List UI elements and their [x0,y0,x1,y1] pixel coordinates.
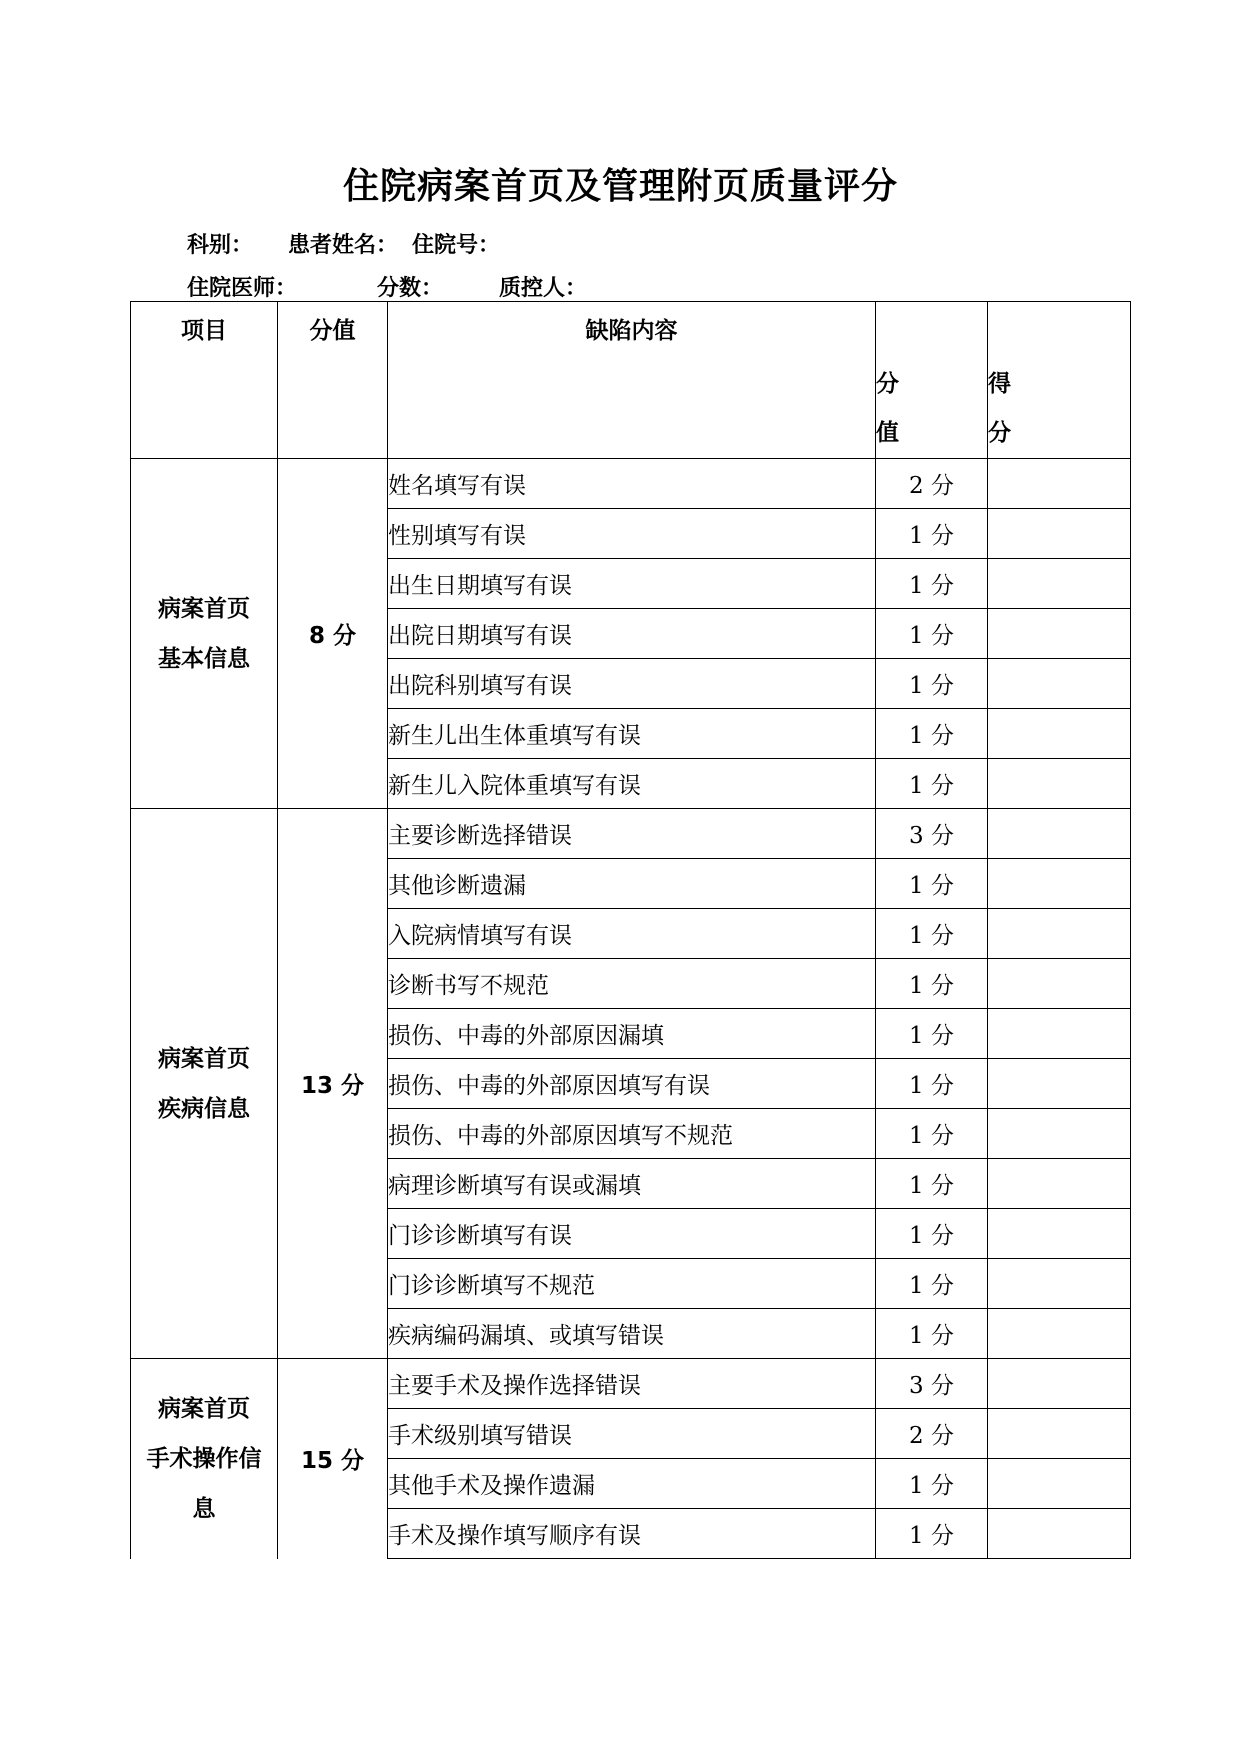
score-input-cell[interactable] [988,1459,1131,1509]
score-input-cell[interactable] [988,959,1131,1009]
section-value-cell: 15 分 [278,1359,388,1559]
defect-points: 1 分 [876,709,988,759]
table-row [131,809,1131,859]
category-line: 息 [192,1495,216,1522]
defect-description: 新生儿入院体重填写有误 [388,759,876,809]
defect-points: 2 分 [876,1409,988,1459]
qc-person-label: 质控人： [499,276,588,301]
defect-description: 手术级别填写错误 [388,1409,876,1459]
defect-points: 1 分 [876,559,988,609]
defect-points: 1 分 [876,859,988,909]
category-line: 基本信息 [158,645,250,672]
category-line: 病案首页 [158,1045,250,1072]
defect-description: 性别填写有误 [388,509,876,559]
defect-points: 1 分 [876,509,988,559]
doctor-label: 住院医师： [187,276,298,301]
defect-points: 3 分 [876,1359,988,1409]
category-line: 病案首页 [158,595,250,622]
defect-points: 3 分 [876,809,988,859]
score-input-cell[interactable] [988,609,1131,659]
defect-description: 主要诊断选择错误 [388,809,876,859]
defect-points: 1 分 [876,1509,988,1559]
score-input-cell[interactable] [988,659,1131,709]
score-input-cell[interactable] [988,559,1131,609]
defect-description: 门诊诊断填写有误 [388,1209,876,1259]
defect-points: 1 分 [876,909,988,959]
score-input-cell[interactable] [988,1109,1131,1159]
defect-description: 出生日期填写有误 [388,559,876,609]
defect-description: 门诊诊断填写不规范 [388,1259,876,1309]
score-input-cell[interactable] [988,1359,1131,1409]
score-input-cell[interactable] [988,1259,1131,1309]
patient-name-label: 患者姓名： [288,233,399,258]
score-input-cell[interactable] [988,1009,1131,1059]
score-input-cell[interactable] [988,459,1131,509]
department-label: 科别： [187,233,254,258]
header-item: 项目 [131,302,278,459]
score-input-cell[interactable] [988,1159,1131,1209]
defect-points: 2 分 [876,459,988,509]
defect-description: 损伤、中毒的外部原因填写不规范 [388,1109,876,1159]
header-score: 得 分 [988,302,1131,459]
defect-description: 出院日期填写有误 [388,609,876,659]
page-title: 住院病案首页及管理附页质量评分 [342,166,898,207]
score-input-cell[interactable] [988,1209,1131,1259]
defect-description: 姓名填写有误 [388,459,876,509]
defect-points: 1 分 [876,1209,988,1259]
section-value-cell: 8 分 [278,459,388,809]
score-input-cell[interactable] [988,509,1131,559]
category-cell [131,809,278,1359]
header-defect: 缺陷内容 [388,302,876,459]
score-input-cell[interactable] [988,759,1131,809]
defect-description: 其他手术及操作遗漏 [388,1459,876,1509]
defect-description: 疾病编码漏填、或填写错误 [388,1309,876,1359]
category-line: 病案首页 [158,1395,250,1422]
table-row [131,1359,1131,1409]
defect-points: 1 分 [876,1109,988,1159]
header-value: 分值 [278,302,388,459]
defect-description: 病理诊断填写有误或漏填 [388,1159,876,1209]
defect-points: 1 分 [876,1059,988,1109]
defect-description: 损伤、中毒的外部原因漏填 [388,1009,876,1059]
score-input-cell[interactable] [988,809,1131,859]
category-line: 疾病信息 [158,1095,250,1122]
table-body [131,459,1131,1559]
defect-description: 诊断书写不规范 [388,959,876,1009]
score-input-cell[interactable] [988,909,1131,959]
score-input-cell[interactable] [988,709,1131,759]
score-input-cell[interactable] [988,859,1131,909]
score-input-cell[interactable] [988,1309,1131,1359]
defect-points: 1 分 [876,1459,988,1509]
defect-points: 1 分 [876,659,988,709]
score-table [130,301,1131,1559]
defect-description: 出院科别填写有误 [388,659,876,709]
admission-number-label: 住院号： [412,233,501,258]
defect-points: 1 分 [876,959,988,1009]
defect-points: 1 分 [876,759,988,809]
score-input-cell[interactable] [988,1509,1131,1559]
defect-points: 1 分 [876,609,988,659]
section-value-cell: 13 分 [278,809,388,1359]
defect-points: 1 分 [876,1009,988,1059]
category-line: 手术操作信 [146,1445,262,1472]
defect-points: 1 分 [876,1159,988,1209]
header-points: 分 值 [876,302,988,459]
defect-points: 1 分 [876,1259,988,1309]
category-cell [131,1359,278,1559]
defect-description: 入院病情填写有误 [388,909,876,959]
header-row [131,302,1131,459]
category-cell [131,459,278,809]
defect-description: 主要手术及操作选择错误 [388,1359,876,1409]
defect-points: 1 分 [876,1309,988,1359]
defect-description: 手术及操作填写顺序有误 [388,1509,876,1559]
score-input-cell[interactable] [988,1409,1131,1459]
defect-description: 新生儿出生体重填写有误 [388,709,876,759]
table-row [131,459,1131,509]
defect-description: 其他诊断遗漏 [388,859,876,909]
score-input-cell[interactable] [988,1059,1131,1109]
defect-description: 损伤、中毒的外部原因填写有误 [388,1059,876,1109]
score-label: 分数： [377,276,444,301]
